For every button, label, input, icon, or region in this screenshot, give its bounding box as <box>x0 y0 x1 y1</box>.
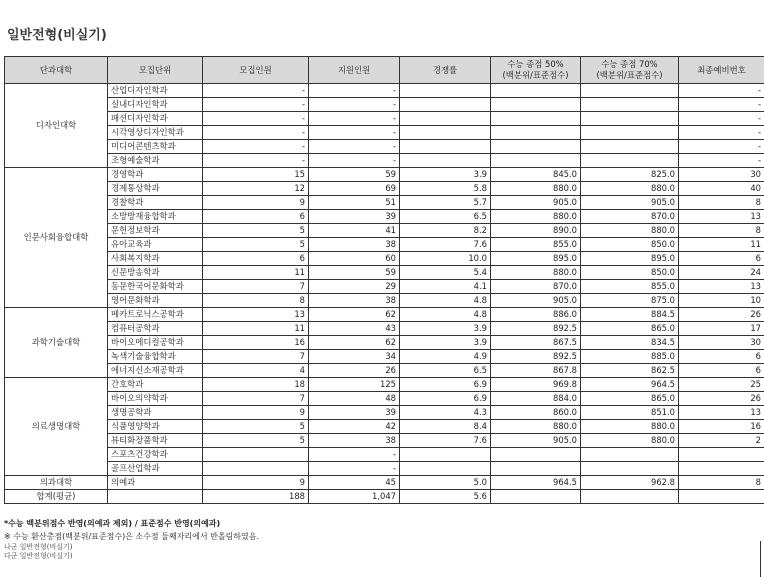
waitlist-cell: 17 <box>679 322 764 336</box>
table-row <box>5 294 764 308</box>
unit-cell: 스포츠건강학과 <box>108 448 203 462</box>
applicants-cell: 26 <box>309 364 400 378</box>
col-header-ratio: 경쟁률 <box>400 57 491 84</box>
ratio-cell: 4.3 <box>400 406 491 420</box>
score70-cell: 884.5 <box>581 308 679 322</box>
ratio-cell: 10.0 <box>400 252 491 266</box>
total-unit-cell <box>108 490 203 504</box>
quota-cell: 16 <box>203 336 309 350</box>
waitlist-cell: - <box>679 84 764 98</box>
ratio-cell <box>400 84 491 98</box>
score50-cell: 867.5 <box>491 336 581 350</box>
waitlist-cell: - <box>679 98 764 112</box>
quota-cell: - <box>203 98 309 112</box>
ratio-cell: 4.8 <box>400 294 491 308</box>
unit-cell: 경영학과 <box>108 168 203 182</box>
waitlist-cell: 24 <box>679 266 764 280</box>
quota-cell <box>203 448 309 462</box>
applicants-cell: - <box>309 140 400 154</box>
applicants-cell: 38 <box>309 294 400 308</box>
applicants-cell: - <box>309 98 400 112</box>
table-row <box>5 462 764 476</box>
note-score-basis: *수능 백분위점수 반영(의예과 제외) / 표준점수 반영(의예과) <box>4 519 221 528</box>
ratio-cell <box>400 154 491 168</box>
score50-cell: 905.0 <box>491 294 581 308</box>
quota-cell: - <box>203 154 309 168</box>
total-label: 합계(평균) <box>5 490 108 504</box>
waitlist-cell: 8 <box>679 476 764 490</box>
college-cell: 디자인대학 <box>5 84 108 168</box>
applicants-cell: - <box>309 126 400 140</box>
unit-cell: 산업디자인학과 <box>108 84 203 98</box>
ratio-cell <box>400 112 491 126</box>
col-header-applicants: 지원인원 <box>309 57 400 84</box>
table-row <box>5 168 764 182</box>
ratio-cell <box>400 126 491 140</box>
results-table <box>4 56 764 504</box>
unit-cell: 생명공학과 <box>108 406 203 420</box>
score70-cell: 964.5 <box>581 378 679 392</box>
applicants-cell: 38 <box>309 434 400 448</box>
score70-cell: 962.8 <box>581 476 679 490</box>
score70-cell: 880.0 <box>581 182 679 196</box>
ratio-cell: 4.1 <box>400 280 491 294</box>
ratio-cell: 5.7 <box>400 196 491 210</box>
waitlist-cell: 2 <box>679 434 764 448</box>
score50-cell: 964.5 <box>491 476 581 490</box>
quota-cell: - <box>203 112 309 126</box>
applicants-cell: 48 <box>309 392 400 406</box>
unit-cell: 조형예술학과 <box>108 154 203 168</box>
waitlist-cell: 16 <box>679 420 764 434</box>
applicants-cell: 51 <box>309 196 400 210</box>
table-body <box>5 84 764 504</box>
note-group-da: 다군 일반전형(비실기) <box>4 552 73 560</box>
score50-cell: 880.0 <box>491 210 581 224</box>
score70-cell <box>581 462 679 476</box>
table-row <box>5 308 764 322</box>
unit-cell: 소방방재융합학과 <box>108 210 203 224</box>
ratio-cell: 8.4 <box>400 420 491 434</box>
table-row <box>5 126 764 140</box>
waitlist-cell: 13 <box>679 406 764 420</box>
ratio-cell <box>400 448 491 462</box>
unit-cell: 사회복지학과 <box>108 252 203 266</box>
table-row <box>5 364 764 378</box>
quota-cell: 6 <box>203 210 309 224</box>
unit-cell: 컴퓨터공학과 <box>108 322 203 336</box>
quota-cell: 11 <box>203 266 309 280</box>
table-row <box>5 336 764 350</box>
table-row <box>5 280 764 294</box>
table-row <box>5 98 764 112</box>
total-score70 <box>581 490 679 504</box>
applicants-cell: 39 <box>309 406 400 420</box>
ratio-cell: 3.9 <box>400 336 491 350</box>
score50-cell <box>491 140 581 154</box>
quota-cell: 5 <box>203 238 309 252</box>
waitlist-cell: 26 <box>679 308 764 322</box>
ratio-cell <box>400 462 491 476</box>
score50-cell <box>491 112 581 126</box>
table-row <box>5 406 764 420</box>
ratio-cell: 8.2 <box>400 224 491 238</box>
waitlist-cell: 26 <box>679 392 764 406</box>
table-row <box>5 392 764 406</box>
waitlist-cell: 30 <box>679 168 764 182</box>
score50-cell: 880.0 <box>491 182 581 196</box>
applicants-cell: - <box>309 448 400 462</box>
table-row <box>5 182 764 196</box>
unit-cell: 경제통상학과 <box>108 182 203 196</box>
total-applicants: 1,047 <box>309 490 400 504</box>
unit-cell: 녹색기술융합학과 <box>108 350 203 364</box>
table-row <box>5 448 764 462</box>
quota-cell: - <box>203 84 309 98</box>
score70-cell: 880.0 <box>581 434 679 448</box>
table-row <box>5 154 764 168</box>
waitlist-cell: 11 <box>679 238 764 252</box>
score70-cell: 895.0 <box>581 252 679 266</box>
ratio-cell: 3.9 <box>400 322 491 336</box>
college-cell: 과학기술대학 <box>5 308 108 378</box>
applicants-cell: 125 <box>309 378 400 392</box>
table-row <box>5 210 764 224</box>
applicants-cell: 42 <box>309 420 400 434</box>
ratio-cell: 6.5 <box>400 210 491 224</box>
ratio-cell: 4.8 <box>400 308 491 322</box>
applicants-cell: - <box>309 462 400 476</box>
score50-cell <box>491 154 581 168</box>
ratio-cell: 6.9 <box>400 392 491 406</box>
score70-cell: 862.5 <box>581 364 679 378</box>
unit-cell: 신문방송학과 <box>108 266 203 280</box>
score70-cell: 880.0 <box>581 224 679 238</box>
waitlist-cell: 30 <box>679 336 764 350</box>
unit-cell: 에너지신소재공학과 <box>108 364 203 378</box>
unit-cell: 실내디자인학과 <box>108 98 203 112</box>
notes <box>4 517 259 561</box>
score70-cell: 865.0 <box>581 392 679 406</box>
ratio-cell: 3.9 <box>400 168 491 182</box>
note-group-na: 나군 일반전형(비실기) <box>4 543 73 551</box>
applicants-cell: - <box>309 84 400 98</box>
total-quota: 188 <box>203 490 309 504</box>
col-header-score70: 수능 종점 70% (백분위/표준점수) <box>581 57 679 84</box>
college-cell: 인문사회융합대학 <box>5 168 108 308</box>
table-row <box>5 420 764 434</box>
total-row <box>5 490 764 504</box>
score50-cell: 860.0 <box>491 406 581 420</box>
ratio-cell <box>400 140 491 154</box>
score50-cell: 867.8 <box>491 364 581 378</box>
unit-cell: 바이오메디컬공학과 <box>108 336 203 350</box>
score50-cell: 855.0 <box>491 238 581 252</box>
ratio-cell: 4.9 <box>400 350 491 364</box>
waitlist-cell: 13 <box>679 280 764 294</box>
quota-cell: 7 <box>203 350 309 364</box>
ratio-cell: 5.0 <box>400 476 491 490</box>
score70-cell: 851.0 <box>581 406 679 420</box>
applicants-cell: 59 <box>309 266 400 280</box>
score50-cell: 905.0 <box>491 434 581 448</box>
applicants-cell: 38 <box>309 238 400 252</box>
ratio-cell: 6.5 <box>400 364 491 378</box>
unit-cell: 유아교육과 <box>108 238 203 252</box>
applicants-cell: 59 <box>309 168 400 182</box>
table-row <box>5 140 764 154</box>
quota-cell: 15 <box>203 168 309 182</box>
table-row <box>5 350 764 364</box>
unit-cell: 의예과 <box>108 476 203 490</box>
table-row <box>5 84 764 98</box>
unit-cell: 미디어콘텐츠학과 <box>108 140 203 154</box>
applicants-cell: 62 <box>309 308 400 322</box>
score50-cell: 892.5 <box>491 350 581 364</box>
score70-cell: 875.0 <box>581 294 679 308</box>
unit-cell: 간호학과 <box>108 378 203 392</box>
quota-cell: 18 <box>203 378 309 392</box>
score70-cell <box>581 112 679 126</box>
quota-cell: 4 <box>203 364 309 378</box>
quota-cell: 8 <box>203 294 309 308</box>
ratio-cell: 6.9 <box>400 378 491 392</box>
score70-cell: 905.0 <box>581 196 679 210</box>
applicants-cell: - <box>309 112 400 126</box>
waitlist-cell: - <box>679 140 764 154</box>
unit-cell: 동문한국어문화학과 <box>108 280 203 294</box>
applicants-cell: - <box>309 154 400 168</box>
score70-cell: 825.0 <box>581 168 679 182</box>
table-row <box>5 322 764 336</box>
waitlist-cell <box>679 448 764 462</box>
waitlist-cell: - <box>679 126 764 140</box>
score70-cell: 865.0 <box>581 322 679 336</box>
unit-cell: 패션디자인학과 <box>108 112 203 126</box>
table-row <box>5 112 764 126</box>
applicants-cell: 43 <box>309 322 400 336</box>
ratio-cell <box>400 98 491 112</box>
unit-cell: 식품영양학과 <box>108 420 203 434</box>
table-header-row <box>5 57 764 84</box>
page-title: 일반전형(비실기) <box>7 28 107 43</box>
table-row <box>5 224 764 238</box>
score70-cell <box>581 140 679 154</box>
score70-cell: 870.0 <box>581 210 679 224</box>
waitlist-cell: - <box>679 154 764 168</box>
score50-cell: 886.0 <box>491 308 581 322</box>
unit-cell: 골프산업학과 <box>108 462 203 476</box>
waitlist-cell: 10 <box>679 294 764 308</box>
quota-cell: 11 <box>203 322 309 336</box>
score70-cell <box>581 98 679 112</box>
score70-cell <box>581 154 679 168</box>
quota-cell: 9 <box>203 406 309 420</box>
quota-cell: 13 <box>203 308 309 322</box>
applicants-cell: 62 <box>309 336 400 350</box>
score50-cell: 884.0 <box>491 392 581 406</box>
waitlist-cell: 6 <box>679 252 764 266</box>
quota-cell: 5 <box>203 434 309 448</box>
score70-cell <box>581 126 679 140</box>
score50-cell: 870.0 <box>491 280 581 294</box>
college-cell: 의과대학 <box>5 476 108 490</box>
total-score50 <box>491 490 581 504</box>
ratio-cell: 5.4 <box>400 266 491 280</box>
score50-cell <box>491 98 581 112</box>
quota-cell: 7 <box>203 392 309 406</box>
ratio-cell: 7.6 <box>400 434 491 448</box>
score50-cell: 892.5 <box>491 322 581 336</box>
unit-cell: 바이오의약학과 <box>108 392 203 406</box>
score70-cell: 885.0 <box>581 350 679 364</box>
score70-cell: 850.0 <box>581 238 679 252</box>
score50-cell <box>491 126 581 140</box>
score50-cell <box>491 448 581 462</box>
quota-cell: 6 <box>203 252 309 266</box>
waitlist-cell: 25 <box>679 378 764 392</box>
applicants-cell: 60 <box>309 252 400 266</box>
divider-line <box>760 541 761 577</box>
score70-cell: 880.0 <box>581 420 679 434</box>
table-row <box>5 434 764 448</box>
unit-cell: 뷰티화장품학과 <box>108 434 203 448</box>
unit-cell: 문헌정보학과 <box>108 224 203 238</box>
table-row <box>5 266 764 280</box>
col-header-unit: 모집단위 <box>108 57 203 84</box>
table-row <box>5 378 764 392</box>
quota-cell: 5 <box>203 224 309 238</box>
waitlist-cell: 6 <box>679 350 764 364</box>
waitlist-cell: 8 <box>679 224 764 238</box>
table-row <box>5 476 764 490</box>
applicants-cell: 34 <box>309 350 400 364</box>
score70-cell: 834.5 <box>581 336 679 350</box>
score50-cell: 969.8 <box>491 378 581 392</box>
col-header-waitlist: 최종예비번호 <box>679 57 764 84</box>
score50-cell: 880.0 <box>491 266 581 280</box>
applicants-cell: 45 <box>309 476 400 490</box>
quota-cell: 9 <box>203 196 309 210</box>
college-cell: 의료생명대학 <box>5 378 108 476</box>
waitlist-cell: - <box>679 112 764 126</box>
quota-cell: - <box>203 140 309 154</box>
note-rounding: ※ 수능 환산총점(백분위/표준점수)은 소수점 둘째자리에서 반올림하였음. <box>4 532 260 541</box>
waitlist-cell: 8 <box>679 196 764 210</box>
applicants-cell: 69 <box>309 182 400 196</box>
table-row <box>5 196 764 210</box>
applicants-cell: 29 <box>309 280 400 294</box>
quota-cell: 9 <box>203 476 309 490</box>
applicants-cell: 41 <box>309 224 400 238</box>
col-header-quota: 모집인원 <box>203 57 309 84</box>
table-row <box>5 252 764 266</box>
score50-cell: 880.0 <box>491 420 581 434</box>
score50-cell: 890.0 <box>491 224 581 238</box>
waitlist-cell: 40 <box>679 182 764 196</box>
unit-cell: 경찰학과 <box>108 196 203 210</box>
quota-cell: 5 <box>203 420 309 434</box>
table-row <box>5 238 764 252</box>
waitlist-cell <box>679 462 764 476</box>
quota-cell: 7 <box>203 280 309 294</box>
score50-cell: 845.0 <box>491 168 581 182</box>
score70-cell: 855.0 <box>581 280 679 294</box>
quota-cell: - <box>203 126 309 140</box>
score50-cell: 895.0 <box>491 252 581 266</box>
waitlist-cell: 6 <box>679 364 764 378</box>
total-waitlist <box>679 490 764 504</box>
col-header-college: 단과대학 <box>5 57 108 84</box>
applicants-cell: 39 <box>309 210 400 224</box>
unit-cell: 시각영상디자인학과 <box>108 126 203 140</box>
score70-cell <box>581 448 679 462</box>
unit-cell: 메카트로닉스공학과 <box>108 308 203 322</box>
col-header-score50: 수능 종점 50% (백분위/표준점수) <box>491 57 581 84</box>
unit-cell: 영어문화학과 <box>108 294 203 308</box>
score50-cell <box>491 84 581 98</box>
ratio-cell: 5.8 <box>400 182 491 196</box>
score70-cell: 850.0 <box>581 266 679 280</box>
score70-cell <box>581 84 679 98</box>
quota-cell: 12 <box>203 182 309 196</box>
quota-cell <box>203 462 309 476</box>
score50-cell: 905.0 <box>491 196 581 210</box>
waitlist-cell: 13 <box>679 210 764 224</box>
score50-cell <box>491 462 581 476</box>
total-ratio: 5.6 <box>400 490 491 504</box>
ratio-cell: 7.6 <box>400 238 491 252</box>
